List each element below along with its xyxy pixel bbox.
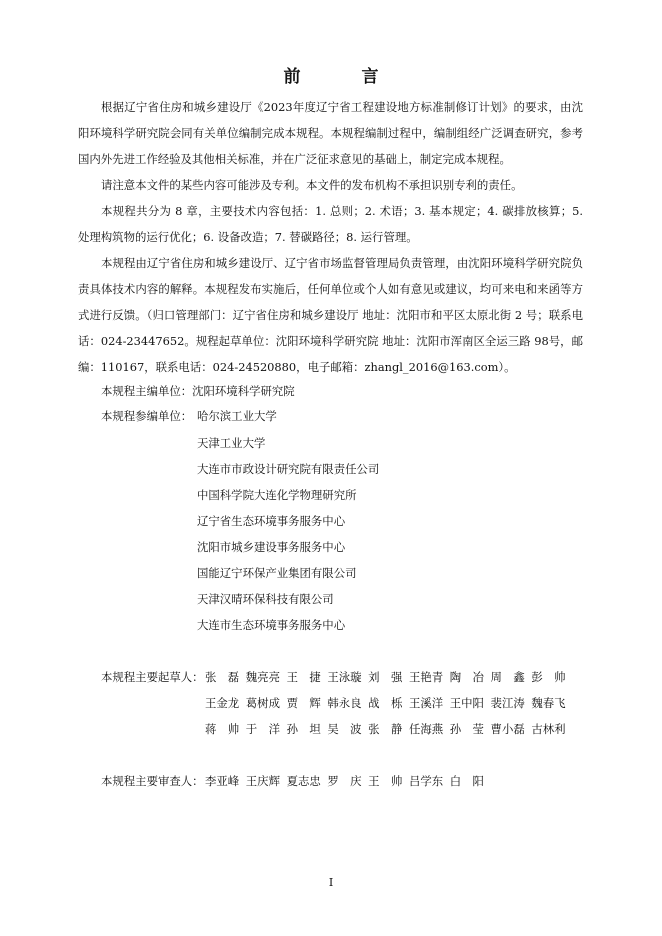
paragraph-background: 根据辽宁省住房和城乡建设厅《2023年度辽宁省工程建设地方标准制修订计划》的要求，由沈阳环境科学研究院会同有关单位编制完成本规程。本规程编制过程中，编制组经广泛调查研究，参考国内外先进工作经验及其他相关标准，并在广泛征求意见的基础上，制定完成本规程。	[78, 100, 583, 166]
co-editor-item: 哈尔滨工业大学	[197, 409, 277, 423]
co-editor-item: 中国科学院大连化学物理研究所	[197, 488, 357, 502]
co-editor-label: 本规程参编单位：	[101, 409, 193, 423]
co-editor-item: 沈阳市城乡建设事务服务中心	[197, 540, 346, 554]
drafters-line: 王金龙 葛树成 贾 辉 韩永良 战 栎 王溪洋 王中阳 裴江涛 魏春飞	[205, 696, 566, 710]
drafters-line: 蒋 帅 于 洋 孙 坦 吴 波 张 静 任海燕 孙 莹 曹小磊 古林利	[205, 722, 566, 736]
page-number: I	[328, 876, 334, 889]
reviewers-line: 李亚峰 王庆辉 夏志忠 罗 庆 王 帅 吕学东 白 阳	[205, 774, 484, 788]
co-editor-item: 天津汉晴环保科技有限公司	[197, 592, 334, 606]
co-editor-item: 国能辽宁环保产业集团有限公司	[197, 566, 357, 580]
co-editor-item: 辽宁省生态环境事务服务中心	[197, 514, 346, 528]
paragraph-patent-notice: 请注意本文件的某些内容可能涉及专利。本文件的发布机构不承担识别专利的责任。	[101, 178, 523, 192]
drafters-line: 张 磊 魏亮亮 王 捷 王泳璇 刘 强 王艳青 陶 冶 周 鑫 彭 帅	[205, 670, 566, 684]
co-editor-item: 大连市生态环境事务服务中心	[197, 618, 346, 632]
paragraph-contents: 本规程共分为 8 章，主要技术内容包括：1. 总则；2. 术语；3. 基本规定；4. 碳排放核算；5. 处理构筑物的运行优化；6. 设备改造；7. 替碳路径；8. 运行管理。	[78, 204, 583, 244]
co-editor-item: 天津工业大学	[197, 436, 266, 450]
page-title: 前 言	[283, 67, 401, 87]
paragraph-management: 本规程由辽宁省住房和城乡建设厅、辽宁省市场监督管理局负责管理，由沈阳环境科学研究院负责具体技术内容的解释。本规程发布实施后，任何单位或个人如有意见或建议，均可来电和来函等方式进行反馈。（归口管理部门：辽宁省住房和城乡建设厅 地址：沈阳市和平区太原北街 2 号；联系电话：024-23447652。规程起草单位：沈阳环境科学研究院 地址：沈阳市浑南区全运三路 98号，邮编：110167，联系电话：024-24520880，电子邮箱：zhangl_2016@163.com）。	[78, 256, 583, 374]
chief-editor-line: 本规程主编单位：沈阳环境科学研究院	[101, 384, 295, 398]
drafters-label: 本规程主要起草人：	[101, 670, 204, 684]
co-editor-item: 大连市市政设计研究院有限责任公司	[197, 462, 380, 476]
reviewers-label: 本规程主要审查人：	[101, 774, 204, 788]
